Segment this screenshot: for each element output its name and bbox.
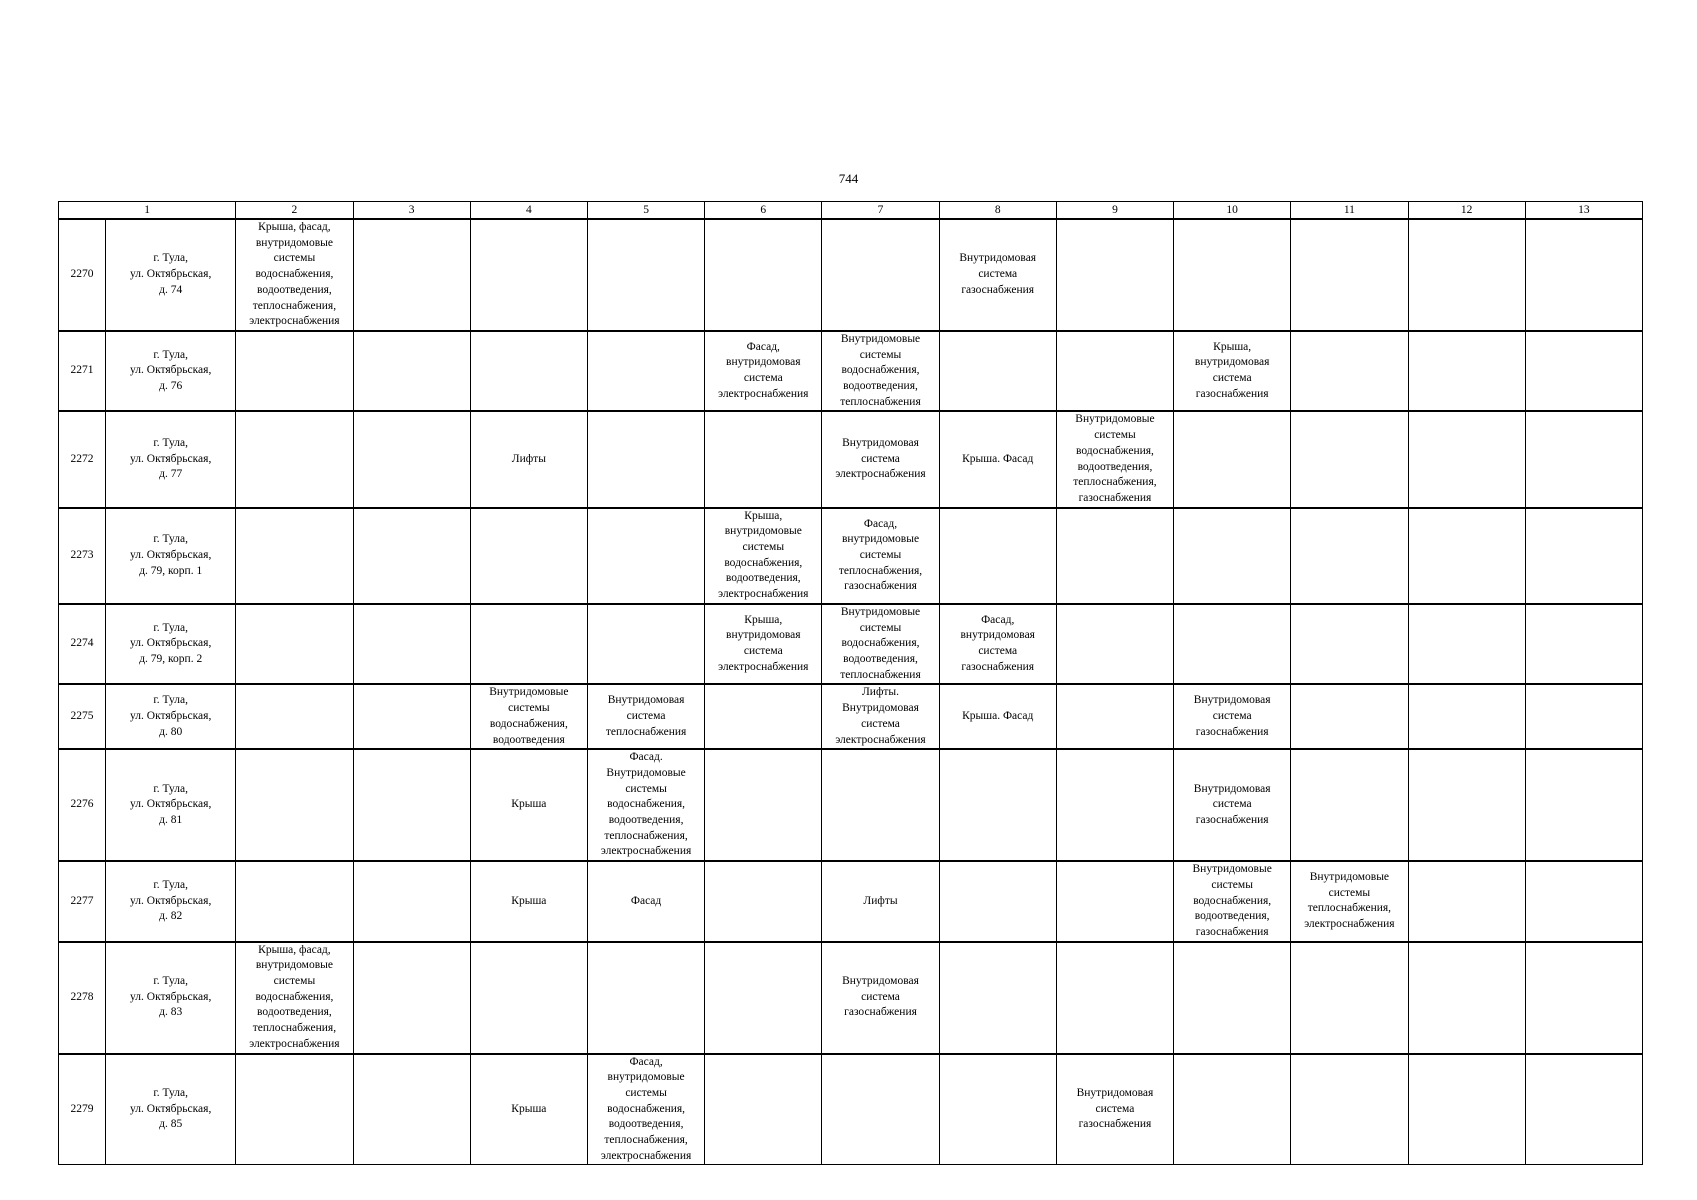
- col-6-cell: Крыша, внутридомовые системы водоснабжения, водоотведения, электроснабжения: [705, 508, 822, 604]
- col-11-cell: [1291, 684, 1408, 749]
- col-5-cell: Внутридомовая система теплоснабжения: [587, 684, 704, 749]
- col-11-cell: Внутридомовые системы теплоснабжения, электроснабжения: [1291, 861, 1408, 942]
- row-number: 2274: [59, 604, 106, 685]
- col-4-cell: [470, 331, 587, 412]
- col-10-cell: Внутридомовая система газоснабжения: [1174, 749, 1291, 861]
- col-4-cell: [470, 604, 587, 685]
- col-7-cell: Внутридомовая система газоснабжения: [822, 942, 939, 1054]
- table-header: [59, 202, 1643, 220]
- col-4-cell: [470, 942, 587, 1054]
- col-3-cell: [353, 861, 470, 942]
- col-6-cell: [705, 942, 822, 1054]
- col-7-cell: Лифты: [822, 861, 939, 942]
- col-3-cell: [353, 1054, 470, 1165]
- col-10-cell: Внутридомовые системы водоснабжения, водоотведения, газоснабжения: [1174, 861, 1291, 942]
- col-12-cell: [1408, 508, 1525, 604]
- col-10-cell: Крыша, внутридомовая система газоснабжения: [1174, 331, 1291, 412]
- col-6-cell: [705, 1054, 822, 1165]
- work-schedule-table: [58, 201, 1643, 1165]
- col-13-cell: [1525, 219, 1642, 331]
- col-7-cell: Лифты. Внутридомовая система электроснабжения: [822, 684, 939, 749]
- address-cell: г. Тула, ул. Октябрьская, д. 79, корп. 1: [106, 508, 236, 604]
- col-3-cell: [353, 942, 470, 1054]
- address-cell: г. Тула, ул. Октябрьская, д. 85: [106, 1054, 236, 1165]
- address-cell: г. Тула, ул. Октябрьская, д. 79, корп. 2: [106, 604, 236, 685]
- col-3-cell: [353, 749, 470, 861]
- col-13-cell: [1525, 942, 1642, 1054]
- col-2-cell: Крыша, фасад, внутридомовые системы водоснабжения, водоотведения, теплоснабжения, электроснабжения: [236, 942, 353, 1054]
- col-6-cell: [705, 411, 822, 507]
- col-8-cell: Крыша. Фасад: [939, 684, 1056, 749]
- col-8-cell: Крыша. Фасад: [939, 411, 1056, 507]
- header-col-13: 13: [1525, 202, 1642, 220]
- col-13-cell: [1525, 508, 1642, 604]
- table-row: [59, 942, 1643, 1054]
- row-number: 2276: [59, 749, 106, 861]
- col-2-cell: [236, 749, 353, 861]
- header-col-1: 1: [59, 202, 236, 220]
- table-row: [59, 684, 1643, 749]
- col-3-cell: [353, 219, 470, 331]
- col-13-cell: [1525, 331, 1642, 412]
- col-8-cell: Фасад, внутридомовая система газоснабжения: [939, 604, 1056, 685]
- col-11-cell: [1291, 604, 1408, 685]
- row-number: 2272: [59, 411, 106, 507]
- table-row: [59, 331, 1643, 412]
- col-12-cell: [1408, 861, 1525, 942]
- col-11-cell: [1291, 749, 1408, 861]
- col-13-cell: [1525, 604, 1642, 685]
- col-11-cell: [1291, 219, 1408, 331]
- row-number: 2270: [59, 219, 106, 331]
- col-11-cell: [1291, 1054, 1408, 1165]
- col-4-cell: [470, 219, 587, 331]
- col-7-cell: Внутридомовые системы водоснабжения, водоотведения, теплоснабжения: [822, 604, 939, 685]
- col-7-cell: Внутридомовые системы водоснабжения, водоотведения, теплоснабжения: [822, 331, 939, 412]
- col-9-cell: [1056, 219, 1173, 331]
- header-row: [59, 202, 1643, 220]
- header-col-2: 2: [236, 202, 353, 220]
- col-6-cell: Крыша, внутридомовая система электроснабжения: [705, 604, 822, 685]
- col-9-cell: Внутридомовая система газоснабжения: [1056, 1054, 1173, 1165]
- col-7-cell: [822, 219, 939, 331]
- row-number: 2275: [59, 684, 106, 749]
- address-cell: г. Тула, ул. Октябрьская, д. 83: [106, 942, 236, 1054]
- header-col-12: 12: [1408, 202, 1525, 220]
- col-13-cell: [1525, 861, 1642, 942]
- table-row: [59, 861, 1643, 942]
- col-7-cell: Фасад, внутридомовые системы теплоснабжения, газоснабжения: [822, 508, 939, 604]
- col-10-cell: [1174, 1054, 1291, 1165]
- col-2-cell: [236, 604, 353, 685]
- col-8-cell: [939, 1054, 1056, 1165]
- col-9-cell: [1056, 861, 1173, 942]
- col-2-cell: Крыша, фасад, внутридомовые системы водоснабжения, водоотведения, теплоснабжения, электроснабжения: [236, 219, 353, 331]
- col-3-cell: [353, 684, 470, 749]
- col-4-cell: [470, 508, 587, 604]
- col-9-cell: [1056, 604, 1173, 685]
- col-8-cell: [939, 508, 1056, 604]
- table-row: [59, 508, 1643, 604]
- row-number: 2277: [59, 861, 106, 942]
- col-8-cell: [939, 861, 1056, 942]
- col-11-cell: [1291, 331, 1408, 412]
- row-number: 2273: [59, 508, 106, 604]
- table-row: [59, 219, 1643, 331]
- col-2-cell: [236, 684, 353, 749]
- col-6-cell: [705, 861, 822, 942]
- table-row: [59, 604, 1643, 685]
- col-11-cell: [1291, 508, 1408, 604]
- col-5-cell: [587, 219, 704, 331]
- col-10-cell: [1174, 508, 1291, 604]
- col-9-cell: [1056, 749, 1173, 861]
- row-number: 2278: [59, 942, 106, 1054]
- col-5-cell: Фасад: [587, 861, 704, 942]
- col-8-cell: [939, 331, 1056, 412]
- col-4-cell: Крыша: [470, 861, 587, 942]
- header-col-11: 11: [1291, 202, 1408, 220]
- col-8-cell: [939, 749, 1056, 861]
- address-cell: г. Тула, ул. Октябрьская, д. 81: [106, 749, 236, 861]
- col-8-cell: Внутридомовая система газоснабжения: [939, 219, 1056, 331]
- col-10-cell: [1174, 219, 1291, 331]
- col-9-cell: Внутридомовые системы водоснабжения, водоотведения, теплоснабжения, газоснабжения: [1056, 411, 1173, 507]
- col-9-cell: [1056, 942, 1173, 1054]
- col-13-cell: [1525, 1054, 1642, 1165]
- col-12-cell: [1408, 604, 1525, 685]
- col-13-cell: [1525, 749, 1642, 861]
- col-10-cell: [1174, 604, 1291, 685]
- col-9-cell: [1056, 331, 1173, 412]
- col-3-cell: [353, 331, 470, 412]
- address-cell: г. Тула, ул. Октябрьская, д. 80: [106, 684, 236, 749]
- col-7-cell: Внутридомовая система электроснабжения: [822, 411, 939, 507]
- col-7-cell: [822, 1054, 939, 1165]
- col-11-cell: [1291, 411, 1408, 507]
- col-2-cell: [236, 508, 353, 604]
- col-2-cell: [236, 861, 353, 942]
- col-3-cell: [353, 604, 470, 685]
- col-4-cell: Лифты: [470, 411, 587, 507]
- row-number: 2271: [59, 331, 106, 412]
- col-2-cell: [236, 411, 353, 507]
- col-10-cell: [1174, 411, 1291, 507]
- header-col-9: 9: [1056, 202, 1173, 220]
- header-col-7: 7: [822, 202, 939, 220]
- address-cell: г. Тула, ул. Октябрьская, д. 77: [106, 411, 236, 507]
- col-3-cell: [353, 411, 470, 507]
- header-col-4: 4: [470, 202, 587, 220]
- col-4-cell: Внутридомовые системы водоснабжения, водоотведения: [470, 684, 587, 749]
- col-11-cell: [1291, 942, 1408, 1054]
- col-12-cell: [1408, 942, 1525, 1054]
- address-cell: г. Тула, ул. Октябрьская, д. 82: [106, 861, 236, 942]
- col-5-cell: Фасад, внутридомовые системы водоснабжения, водоотведения, теплоснабжения, электроснабжения: [587, 1054, 704, 1165]
- col-12-cell: [1408, 331, 1525, 412]
- col-5-cell: [587, 411, 704, 507]
- row-number: 2279: [59, 1054, 106, 1165]
- col-4-cell: Крыша: [470, 749, 587, 861]
- col-6-cell: Фасад, внутридомовая система электроснабжения: [705, 331, 822, 412]
- col-6-cell: [705, 219, 822, 331]
- col-5-cell: Фасад. Внутридомовые системы водоснабжения, водоотведения, теплоснабжения, электроснабжения: [587, 749, 704, 861]
- address-cell: г. Тула, ул. Октябрьская, д. 74: [106, 219, 236, 331]
- table-body: [59, 219, 1643, 1165]
- col-6-cell: [705, 749, 822, 861]
- col-10-cell: [1174, 942, 1291, 1054]
- col-5-cell: [587, 942, 704, 1054]
- header-col-10: 10: [1174, 202, 1291, 220]
- col-2-cell: [236, 331, 353, 412]
- table-row: [59, 1054, 1643, 1165]
- col-10-cell: Внутридомовая система газоснабжения: [1174, 684, 1291, 749]
- col-3-cell: [353, 508, 470, 604]
- col-12-cell: [1408, 219, 1525, 331]
- header-col-3: 3: [353, 202, 470, 220]
- col-5-cell: [587, 604, 704, 685]
- col-4-cell: Крыша: [470, 1054, 587, 1165]
- col-5-cell: [587, 331, 704, 412]
- page-number: 744: [838, 171, 859, 186]
- col-9-cell: [1056, 684, 1173, 749]
- header-col-6: 6: [705, 202, 822, 220]
- col-9-cell: [1056, 508, 1173, 604]
- col-13-cell: [1525, 684, 1642, 749]
- col-5-cell: [587, 508, 704, 604]
- col-7-cell: [822, 749, 939, 861]
- address-cell: г. Тула, ул. Октябрьская, д. 76: [106, 331, 236, 412]
- header-col-8: 8: [939, 202, 1056, 220]
- col-2-cell: [236, 1054, 353, 1165]
- col-6-cell: [705, 684, 822, 749]
- header-col-5: 5: [587, 202, 704, 220]
- table-row: [59, 411, 1643, 507]
- table-row: [59, 749, 1643, 861]
- col-8-cell: [939, 942, 1056, 1054]
- col-12-cell: [1408, 1054, 1525, 1165]
- col-12-cell: [1408, 684, 1525, 749]
- col-12-cell: [1408, 749, 1525, 861]
- col-13-cell: [1525, 411, 1642, 507]
- col-12-cell: [1408, 411, 1525, 507]
